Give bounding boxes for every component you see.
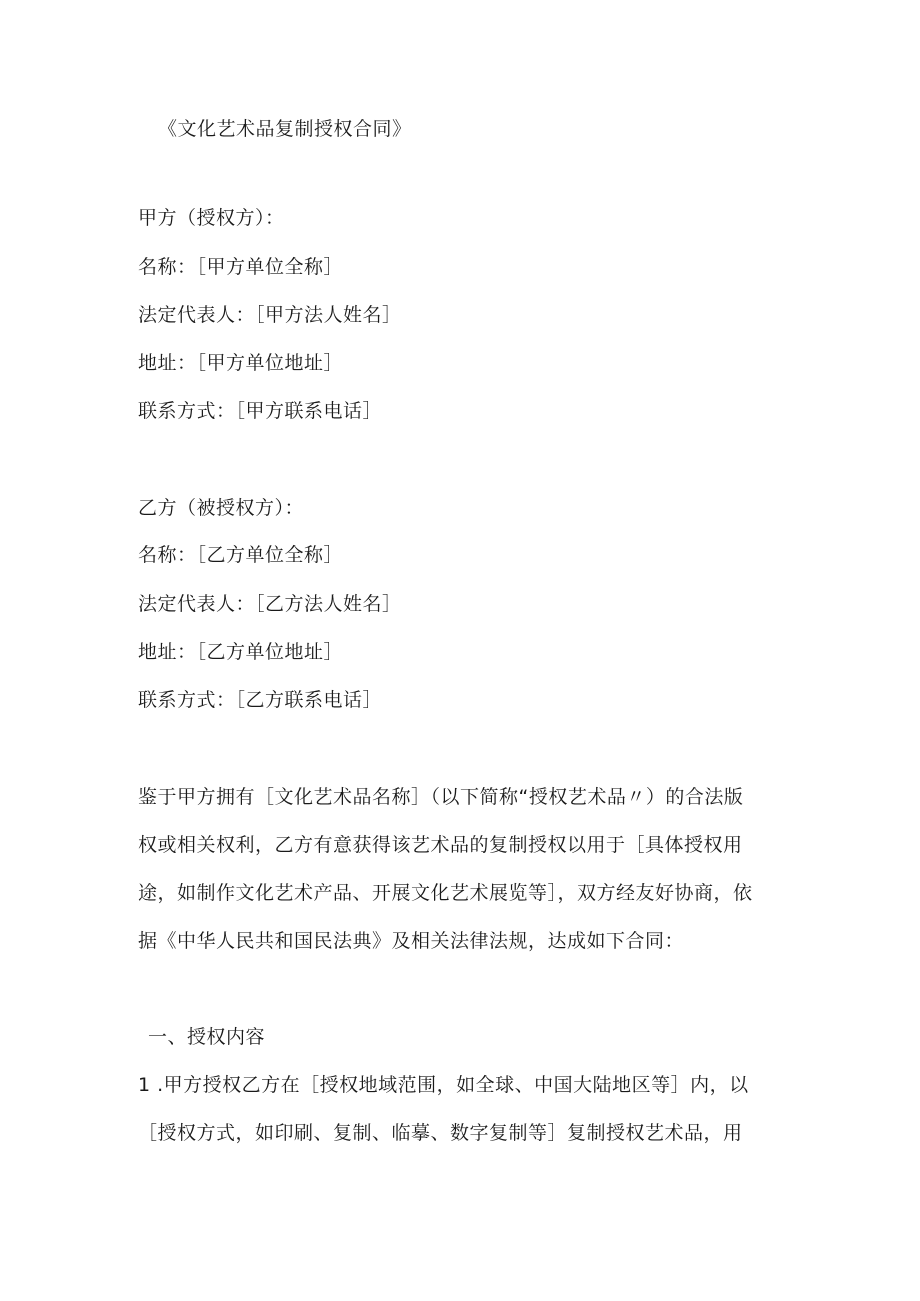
party-b-heading: 乙方（被授权方）： <box>138 497 305 519</box>
clause-1-line: ［授权方式，如印刷、复制、临摹、数字复制等］复制授权艺术品，用 <box>138 1122 743 1144</box>
section-1-heading: 一、授权内容 <box>148 1026 266 1048</box>
preamble-line: 权或相关权利，乙方有意获得该艺术品的复制授权以用于［具体授权用 <box>138 834 743 856</box>
party-b-name: 名称：［乙方单位全称］ <box>138 544 344 566</box>
party-b-contact: 联系方式：［乙方联系电话］ <box>138 689 383 711</box>
preamble-line: 途，如制作文化艺术产品、开展文化艺术展览等］，双方经友好协商，依 <box>138 882 753 904</box>
clause-1-line: 1 .甲方授权乙方在［授权地域范围，如全球、中国大陆地区等］内，以 <box>138 1074 749 1096</box>
party-a-representative: 法定代表人：［甲方法人姓名］ <box>138 304 402 326</box>
party-a-name: 名称：［甲方单位全称］ <box>138 256 344 278</box>
party-a-heading: 甲方（授权方）： <box>138 207 285 229</box>
party-b-address: 地址：［乙方单位地址］ <box>138 641 344 663</box>
preamble-line: 据《中华人民共和国民法典》及相关法律法规，达成如下合同： <box>138 930 685 952</box>
document-title: 《文化艺术品复制授权合同》 <box>158 118 412 140</box>
party-a-address: 地址：［甲方单位地址］ <box>138 352 344 374</box>
preamble-line: 鉴于甲方拥有［文化艺术品名称］（以下简称“授权艺术品〃）的合法版 <box>138 786 744 808</box>
party-b-representative: 法定代表人：［乙方法人姓名］ <box>138 593 402 615</box>
party-a-contact: 联系方式：［甲方联系电话］ <box>138 400 383 422</box>
